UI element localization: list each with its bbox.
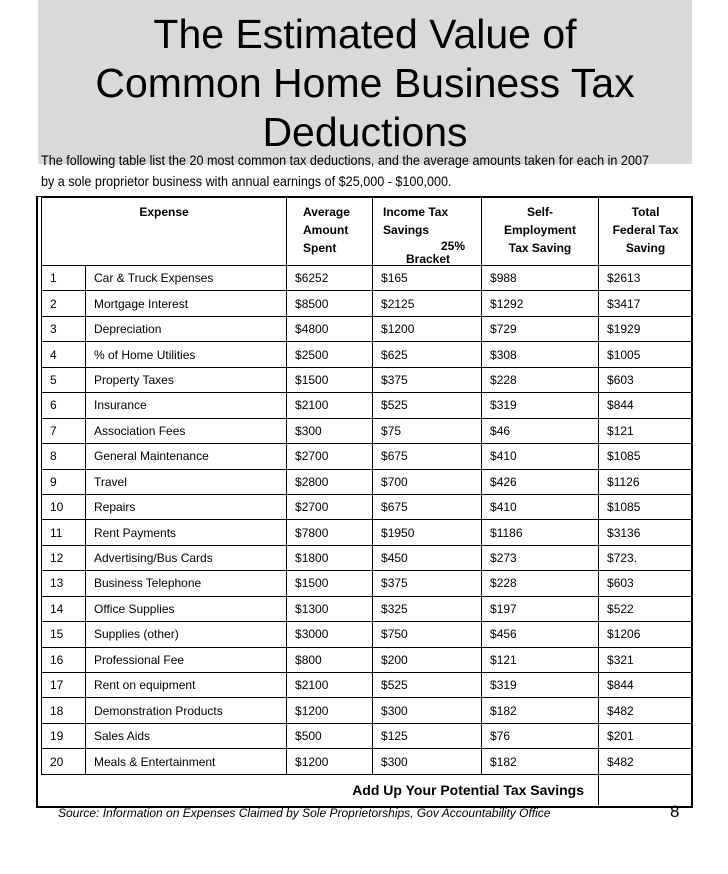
income-tax-savings: $375: [373, 571, 482, 596]
table-row: [42, 723, 693, 748]
average-amount: $1500: [287, 367, 373, 392]
average-amount: $1200: [287, 698, 373, 723]
total-federal-saving: $3417: [599, 291, 693, 316]
intro-line-2: by a sole proprietor business with annual earnings of $25,000 - $100,000.: [41, 173, 452, 189]
self-employment-saving: $410: [482, 444, 599, 469]
average-amount: $1300: [287, 596, 373, 621]
header-total-l1: Total: [631, 205, 660, 219]
table-row: [42, 266, 693, 291]
total-federal-saving: $201: [599, 723, 693, 748]
row-number: 7: [42, 418, 86, 443]
table-row: [42, 520, 693, 545]
header-total-l3: Saving: [625, 241, 666, 255]
row-number: 16: [42, 647, 86, 672]
average-amount: $1500: [287, 571, 373, 596]
table-row: [42, 596, 693, 621]
table-header-row: [42, 198, 693, 266]
row-number: 9: [42, 469, 86, 494]
average-amount: $7800: [287, 520, 373, 545]
total-federal-saving: $1126: [599, 469, 693, 494]
table-row: [42, 342, 693, 367]
expense-name: Sales Aids: [86, 723, 287, 748]
expense-name: Professional Fee: [86, 647, 287, 672]
self-employment-saving: $988: [482, 266, 599, 291]
self-employment-saving: $308: [482, 342, 599, 367]
self-employment-saving: $1292: [482, 291, 599, 316]
total-federal-saving: $1005: [599, 342, 693, 367]
header-expense: Expense: [42, 198, 287, 266]
income-tax-savings: $525: [373, 393, 482, 418]
row-number: 15: [42, 622, 86, 647]
total-federal-saving: $1929: [599, 316, 693, 341]
expense-name: Supplies (other): [86, 622, 287, 647]
table-row: [42, 698, 693, 723]
expense-name: Depreciation: [86, 316, 287, 341]
self-employment-saving: $182: [482, 749, 599, 775]
header-income-l1: Income Tax: [383, 205, 449, 219]
intro-line-1: The following table list the 20 most common tax deductions, and the average amounts taken for each in 2007: [41, 152, 649, 168]
self-employment-saving: $410: [482, 494, 599, 519]
average-amount: $8500: [287, 291, 373, 316]
income-tax-savings: $375: [373, 367, 482, 392]
average-amount: $2100: [287, 673, 373, 698]
expense-name: Mortgage Interest: [86, 291, 287, 316]
total-federal-saving: $603: [599, 367, 693, 392]
total-federal-saving: $1085: [599, 494, 693, 519]
income-tax-savings: $200: [373, 647, 482, 672]
self-employment-saving: $197: [482, 596, 599, 621]
expense-name: Demonstration Products: [86, 698, 287, 723]
expense-name: Car & Truck Expenses: [86, 266, 287, 291]
header-self-employment: [482, 198, 599, 266]
income-tax-savings: $625: [373, 342, 482, 367]
table-row: [42, 291, 693, 316]
income-tax-savings: $675: [373, 444, 482, 469]
average-amount: $500: [287, 723, 373, 748]
expense-name: Advertising/Bus Cards: [86, 545, 287, 570]
expense-name: Association Fees: [86, 418, 287, 443]
header-average-amount: [287, 198, 373, 266]
source-note: Source: Information on Expenses Claimed by Sole Proprietorships, Gov Accountability Office: [58, 806, 551, 820]
self-employment-saving: $1186: [482, 520, 599, 545]
self-employment-saving: $121: [482, 647, 599, 672]
expense-name: General Maintenance: [86, 444, 287, 469]
title-line-3: Deductions: [262, 109, 468, 155]
expense-name: Office Supplies: [86, 596, 287, 621]
income-tax-savings: $325: [373, 596, 482, 621]
table-row: [42, 444, 693, 469]
income-tax-savings: $75: [373, 418, 482, 443]
header-average-l1: Average: [303, 205, 350, 219]
expense-name: Meals & Entertainment: [86, 749, 287, 775]
row-number: 12: [42, 545, 86, 570]
total-federal-saving: $3136: [599, 520, 693, 545]
expense-name: Travel: [86, 469, 287, 494]
expense-name: Insurance: [86, 393, 287, 418]
self-employment-saving: $228: [482, 571, 599, 596]
table-row: [42, 749, 693, 775]
table-row: [42, 673, 693, 698]
header-average-l3: Spent: [303, 241, 337, 255]
row-number: 11: [42, 520, 86, 545]
row-number: 18: [42, 698, 86, 723]
total-federal-saving: $844: [599, 673, 693, 698]
title-line-1: The Estimated Value of: [153, 11, 577, 57]
self-employment-saving: $182: [482, 698, 599, 723]
expense-name: Rent Payments: [86, 520, 287, 545]
total-federal-saving: $482: [599, 749, 693, 775]
row-number: 19: [42, 723, 86, 748]
average-amount: $2700: [287, 444, 373, 469]
row-number: 20: [42, 749, 86, 775]
row-number: 17: [42, 673, 86, 698]
income-tax-savings: $300: [373, 749, 482, 775]
footer-total: [599, 775, 693, 806]
income-tax-savings: $1950: [373, 520, 482, 545]
self-employment-saving: $456: [482, 622, 599, 647]
income-tax-savings: $300: [373, 698, 482, 723]
self-employment-saving: $228: [482, 367, 599, 392]
table-row: [42, 418, 693, 443]
row-number: 5: [42, 367, 86, 392]
table-row: [42, 571, 693, 596]
total-federal-saving: $522: [599, 596, 693, 621]
table-footer-row: [42, 775, 693, 806]
average-amount: $2100: [287, 393, 373, 418]
income-tax-savings: $125: [373, 723, 482, 748]
average-amount: $2500: [287, 342, 373, 367]
intro-text: [41, 150, 691, 192]
expense-name: Property Taxes: [86, 367, 287, 392]
average-amount: $800: [287, 647, 373, 672]
total-federal-saving: $1085: [599, 444, 693, 469]
header-total-federal: [599, 198, 693, 266]
expense-name: Rent on equipment: [86, 673, 287, 698]
row-number: 10: [42, 494, 86, 519]
income-tax-savings: $2125: [373, 291, 482, 316]
row-number: 13: [42, 571, 86, 596]
table-row: [42, 494, 693, 519]
row-number: 2: [42, 291, 86, 316]
total-federal-saving: $2613: [599, 266, 693, 291]
income-tax-savings: $450: [373, 545, 482, 570]
table-row: [42, 393, 693, 418]
total-federal-saving: $603: [599, 571, 693, 596]
row-number: 4: [42, 342, 86, 367]
total-federal-saving: $482: [599, 698, 693, 723]
page-title: [38, 10, 692, 157]
table-row: [42, 316, 693, 341]
income-tax-savings: $1200: [373, 316, 482, 341]
row-number: 8: [42, 444, 86, 469]
income-tax-savings: $525: [373, 673, 482, 698]
header-total-l2: Federal Tax: [612, 223, 679, 237]
header-self-l3: Tax Saving: [508, 241, 572, 255]
table-row: [42, 469, 693, 494]
header-income-l2: Savings: [383, 223, 430, 237]
expense-name: % of Home Utilities: [86, 342, 287, 367]
row-number: 1: [42, 266, 86, 291]
self-employment-saving: $46: [482, 418, 599, 443]
table-row: [42, 367, 693, 392]
deductions-table: [41, 197, 693, 805]
self-employment-saving: $273: [482, 545, 599, 570]
footer-label: Add Up Your Potential Tax Savings: [352, 782, 585, 798]
self-employment-saving: $426: [482, 469, 599, 494]
total-federal-saving: $321: [599, 647, 693, 672]
header-income-l3: 25%: [440, 239, 466, 253]
row-number: 3: [42, 316, 86, 341]
table-row: [42, 545, 693, 570]
average-amount: $2700: [287, 494, 373, 519]
self-employment-saving: $76: [482, 723, 599, 748]
expense-name: Repairs: [86, 494, 287, 519]
average-amount: $1200: [287, 749, 373, 775]
header-average-l2: Amount: [303, 223, 349, 237]
income-tax-savings: $675: [373, 494, 482, 519]
average-amount: $4800: [287, 316, 373, 341]
table-row: [42, 622, 693, 647]
header-self-l1: Self-: [527, 205, 554, 219]
header-income-tax: [373, 198, 482, 266]
average-amount: $1800: [287, 545, 373, 570]
row-number: 6: [42, 393, 86, 418]
title-line-2: Common Home Business Tax: [95, 60, 635, 106]
self-employment-saving: $729: [482, 316, 599, 341]
average-amount: $300: [287, 418, 373, 443]
page-number: 8: [670, 802, 680, 821]
header-self-l2: Employment: [504, 223, 577, 237]
income-tax-savings: $750: [373, 622, 482, 647]
total-federal-saving: $121: [599, 418, 693, 443]
expense-name: Business Telephone: [86, 571, 287, 596]
header-income-l4: Bracket: [406, 252, 451, 266]
total-federal-saving: $844: [599, 393, 693, 418]
income-tax-savings: $165: [373, 266, 482, 291]
average-amount: $2800: [287, 469, 373, 494]
income-tax-savings: $700: [373, 469, 482, 494]
average-amount: $6252: [287, 266, 373, 291]
row-number: 14: [42, 596, 86, 621]
table-row: [42, 647, 693, 672]
average-amount: $3000: [287, 622, 373, 647]
total-federal-saving: $723.: [599, 545, 693, 570]
total-federal-saving: $1206: [599, 622, 693, 647]
self-employment-saving: $319: [482, 393, 599, 418]
self-employment-saving: $319: [482, 673, 599, 698]
